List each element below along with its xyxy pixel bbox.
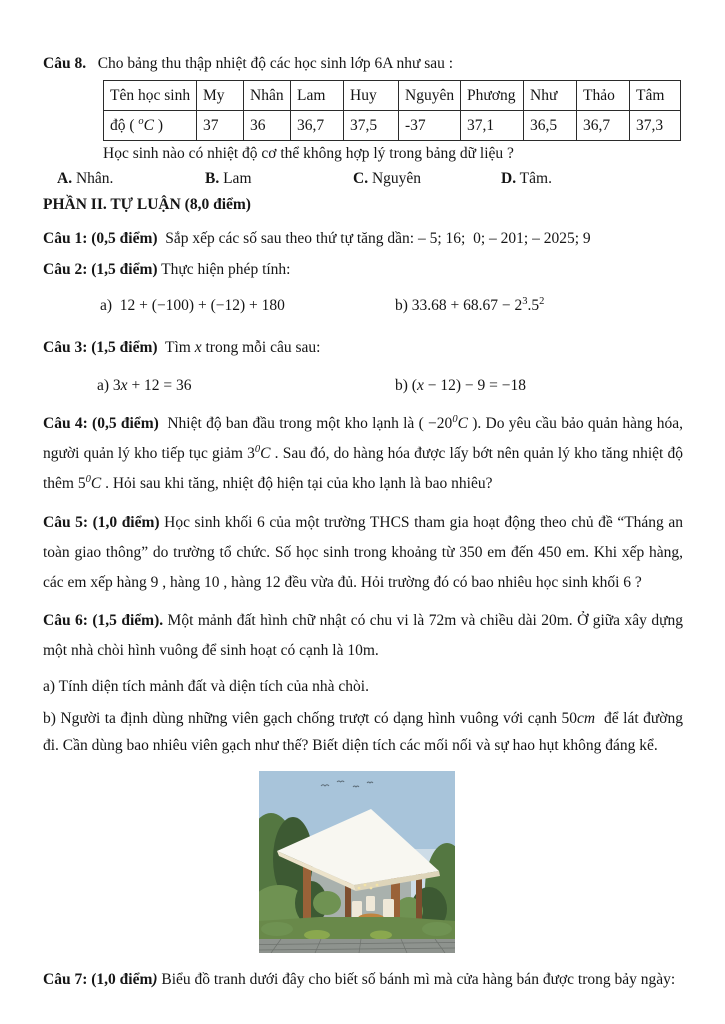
q8-temperature-table — [103, 80, 681, 141]
header-cell: Như — [524, 81, 577, 111]
option-text: Lam — [219, 170, 252, 187]
q8-question: Học sinh nào có nhiệt độ cơ thể không hợp lý trong bảng dữ liệu ? — [103, 145, 514, 162]
value-cell: 37,5 — [344, 111, 399, 141]
option-d — [501, 166, 649, 191]
option-b — [205, 166, 353, 191]
q6-part-b: b) Người ta định dùng những viên gạch chống trượt có dạng hình vuông với cạnh 50cm để lát đường đi. Cần dùng bao nhiêu viên gạch như thế? Biết diện tích các mối nối và sự hao hụt không đáng kể. — [43, 710, 683, 754]
gazebo-illustration — [259, 771, 455, 953]
option-text: Tâm. — [516, 170, 552, 187]
q6-part-a: a) Tính diện tích mảnh đất và diện tích của nhà chòi. — [43, 678, 369, 695]
row-label-cell: độ ( $^o$C ) — [104, 111, 197, 141]
value-cell: 37 — [197, 111, 244, 141]
value-cell: 36,7 — [291, 111, 344, 141]
q7-text: Câu 7: (1,0 điểm) Biểu đồ tranh dưới đây cho biết số bánh mì mà cửa hàng bán được trong bảy ngày: — [43, 971, 676, 988]
gazebo-photo — [259, 771, 455, 953]
q3-formula-b: b) (x − 12) − 9 = −18 — [395, 377, 526, 394]
part2-heading: PHẦN II. TỰ LUẬN (8,0 điểm) — [43, 196, 251, 213]
option-letter: C. — [353, 170, 369, 187]
value-cell: 36,5 — [524, 111, 577, 141]
value-cell: -37 — [399, 111, 461, 141]
q8-intro: Câu 8. Cho bảng thu thập nhiệt độ các học sinh lớp 6A như sau : — [43, 55, 454, 72]
header-cell: Tâm — [630, 81, 681, 111]
value-cell: 37,3 — [630, 111, 681, 141]
q4-text: Câu 4: (0,5 điểm) Nhiệt độ ban đầu trong một kho lạnh là ( $-20^0C$ ). Do yêu cầu bảo quản hàng hóa, người quản lý kho tiếp tục giảm $3^0C$ . Sau đó, do hàng hóa được lấy bớt nên quản lý kho tăng nhiệt độ thêm $5^0C$ . Hỏi sau khi tăng, nhiệt độ hiện tại của kho lạnh là bao nhiêu? — [43, 413, 684, 492]
value-cell: 37,1 — [461, 111, 524, 141]
option-letter: A. — [57, 170, 73, 187]
option-a — [57, 166, 205, 191]
q2-formula-b: b) $33.68 + 68.67 - 2^3.5^2$ — [395, 295, 545, 314]
header-cell: Lam — [291, 81, 344, 111]
q2-formulas — [43, 294, 683, 318]
header-cell: Huy — [344, 81, 399, 111]
option-letter: D. — [501, 170, 517, 187]
header-cell: Phương — [461, 81, 524, 111]
q3-formula-a: a) 3x + 12 = 36 — [97, 377, 192, 394]
q2-formula-a: a) 12 + (−100) + (−12) + 180 — [100, 297, 285, 314]
q2-intro: Câu 2: (1,5 điểm) Thực hiện phép tính: — [43, 261, 291, 278]
q5-text: Câu 5: (1,0 điểm) Học sinh khối 6 của một trường THCS tham gia hoạt động theo chủ đề “Tháng an toàn giao thông” do trường tổ chức. Số học sinh trong khoảng từ 350 em đến 450 em. Khi xếp hàng, các em xếp hàng 9 , hàng 10 , hàng 12 đều vừa đủ. Hỏi trường đó có bao nhiêu học sinh khối 6 ? — [43, 514, 683, 591]
value-cell: 36 — [244, 111, 291, 141]
option-c — [353, 166, 501, 191]
header-cell: Tên học sinh — [104, 81, 197, 111]
stone-pavement — [259, 939, 455, 953]
table-data-row — [104, 111, 681, 141]
table-header-row — [104, 81, 681, 111]
option-text: Nguyên — [368, 170, 422, 187]
q3-formulas — [43, 374, 683, 398]
header-cell: My — [197, 81, 244, 111]
header-cell: Thảo — [577, 81, 630, 111]
q3-intro: Câu 3: (1,5 điểm) Tìm x trong mỗi câu sau: — [43, 339, 321, 356]
option-letter: B. — [205, 170, 220, 187]
header-cell: Nhân — [244, 81, 291, 111]
header-cell: Nguyên — [399, 81, 461, 111]
q8-answer-options — [43, 166, 683, 191]
q6-text: Câu 6: (1,5 điểm). Một mảnh đất hình chữ nhật có chu vi là 72m và chiều dài 20m. Ở giữa xây dựng một nhà chòi hình vuông để sinh hoạt có cạnh là 10m. — [43, 612, 683, 659]
q1-text: Câu 1: (0,5 điểm) Sắp xếp các số sau theo thứ tự tăng dần: – 5; 16; 0; – 201; – 2025; 9 — [43, 230, 591, 247]
option-text: Nhân. — [72, 170, 114, 187]
value-cell: 36,7 — [577, 111, 630, 141]
